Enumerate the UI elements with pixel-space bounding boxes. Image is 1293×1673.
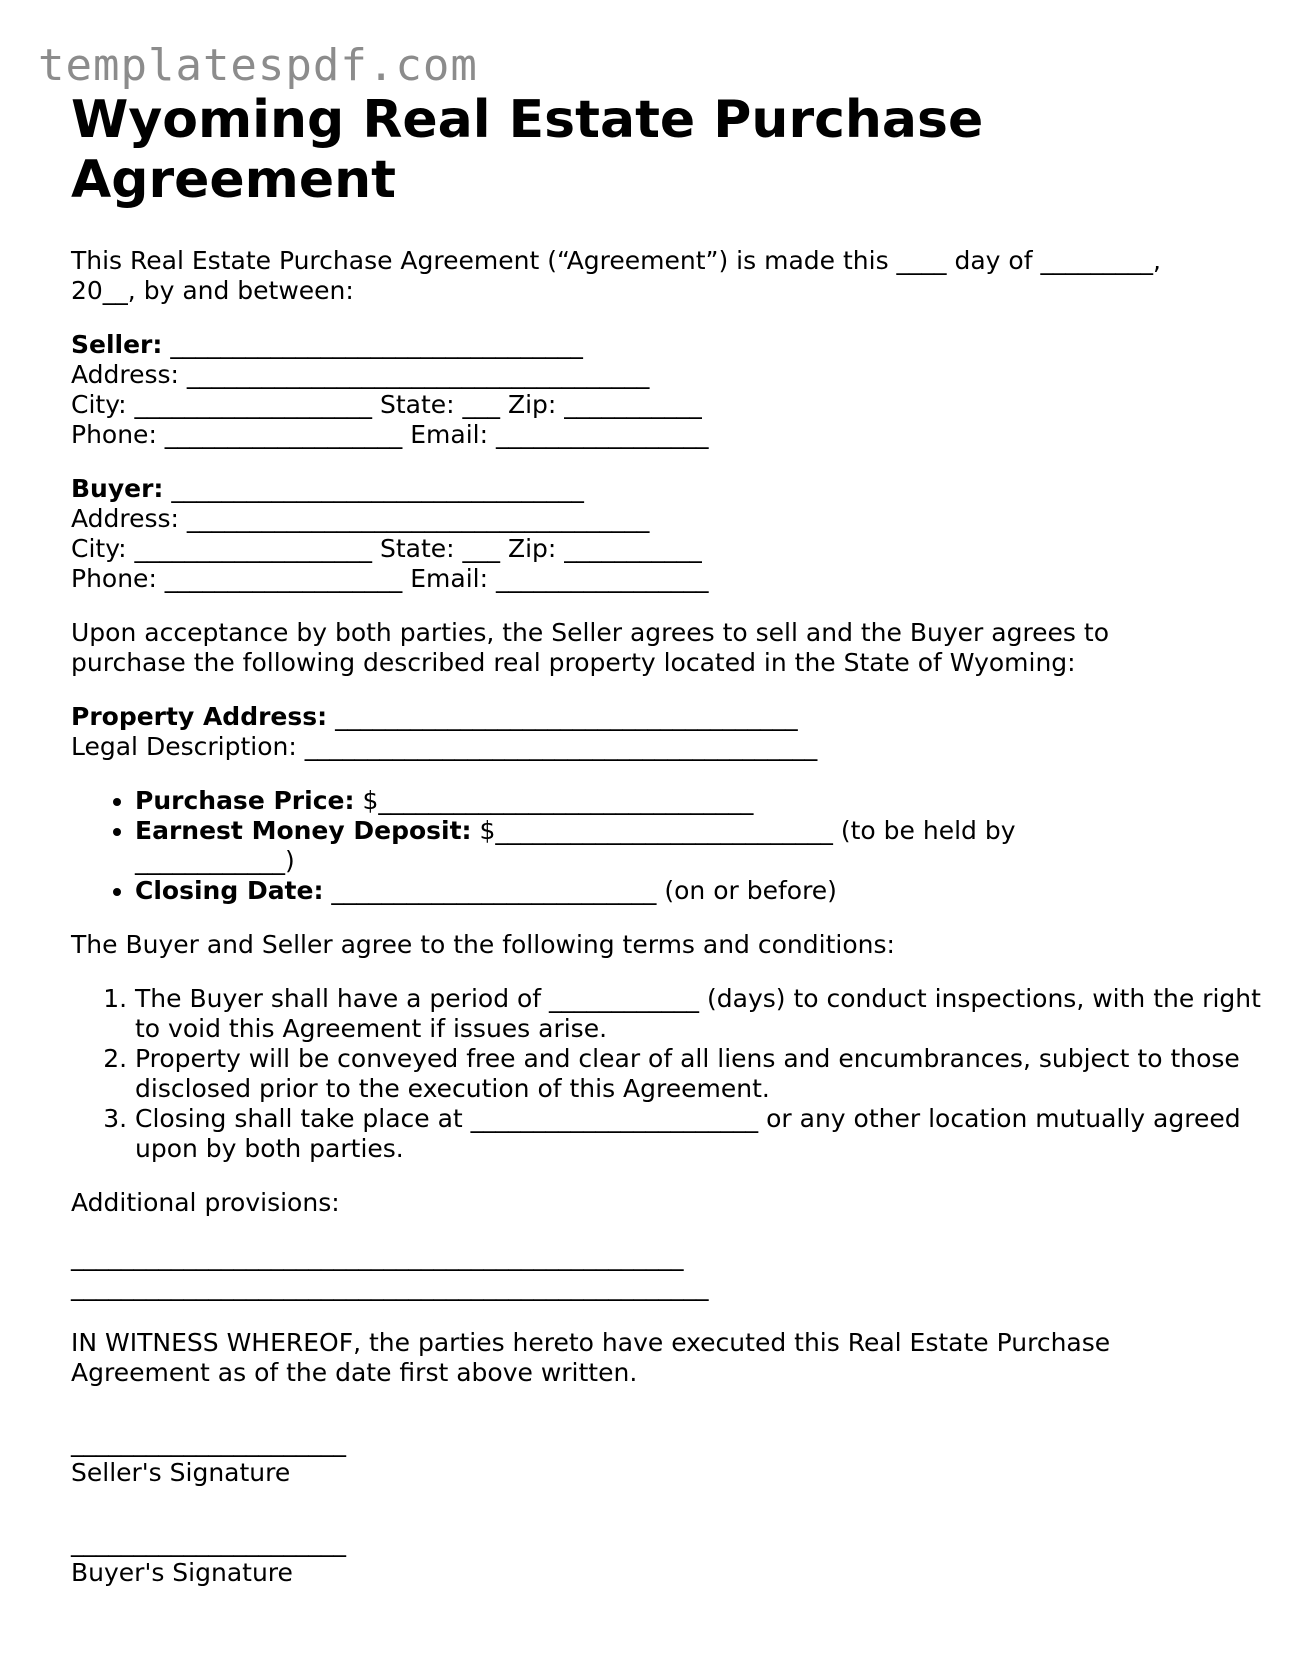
list-item: 2. Property will be conveyed free and clear of all liens and encumbrances, subject to those disclosed prior to the execution of this Agreement. [135, 1044, 1275, 1104]
list-item: 1. The Buyer shall have a period of ____________ (days) to conduct inspections, with the right to void this Agreement if issues arise. [135, 984, 1275, 1044]
buyer-label: Buyer: [71, 474, 164, 503]
property-address-label: Property Address: [71, 702, 328, 731]
item-text: $______________________________ [362, 786, 754, 815]
price-list [71, 786, 1231, 906]
item-text: __________________________ (on or before) [331, 876, 837, 905]
buyer-signature-label: Buyer's Signature [71, 1558, 293, 1587]
property-section [71, 702, 1231, 762]
terms-list [71, 984, 1261, 1164]
list-item [135, 816, 1095, 876]
buyer-signature-line: ______________________ [71, 1528, 346, 1557]
legal-description-line: Legal Description: _________________________________________ [71, 732, 818, 761]
seller-signature-line: ______________________ [71, 1428, 346, 1457]
buyer-section [71, 474, 1231, 594]
watermark: templatespdf.com [38, 40, 478, 91]
seller-signature-label: Seller's Signature [71, 1458, 291, 1487]
list-item [135, 876, 1095, 906]
additional-provisions-label: Additional provisions: [71, 1188, 340, 1217]
document-title: Wyoming Real Estate Purchase Agreement [71, 90, 984, 210]
item-label: Earnest Money Deposit: [135, 816, 472, 845]
seller-city-line: City: ___________________ State: ___ Zip: ___________ [71, 390, 702, 419]
additional-line-1: _________________________________________________ [71, 1242, 684, 1271]
item-text: $___________________________ (to be held by ____________) [135, 816, 1016, 875]
item-label: Purchase Price: [135, 786, 355, 815]
additional-provisions-lines [71, 1242, 1231, 1302]
acceptance-paragraph: Upon acceptance by both parties, the Seller agrees to sell and the Buyer agrees to purchase the following described real property located in the State of Wyoming: [71, 618, 1110, 677]
seller-phone-line: Phone: ___________________ Email: _________________ [71, 420, 709, 449]
seller-label: Seller: [71, 330, 163, 359]
item-label: Closing Date: [135, 876, 324, 905]
buyer-name-blank: _________________________________ [171, 474, 584, 503]
buyer-name-line [71, 474, 1231, 504]
terms-intro: The Buyer and Seller agree to the following terms and conditions: [71, 930, 895, 959]
property-address-line [71, 702, 1231, 732]
seller-name-line [71, 330, 1231, 360]
seller-signature-block [71, 1428, 1231, 1488]
property-address-blank: _____________________________________ [335, 702, 798, 731]
buyer-city-line: City: ___________________ State: ___ Zip: ___________ [71, 534, 702, 563]
document-page [71, 90, 1261, 1588]
buyer-address-line: Address: _____________________________________ [71, 504, 650, 533]
witness-paragraph: IN WITNESS WHEREOF, the parties hereto have executed this Real Estate Purchase Agreement as of the date first above written. [71, 1328, 1111, 1387]
seller-name-blank: _________________________________ [170, 330, 583, 359]
list-item [135, 786, 1095, 816]
seller-address-line: Address: _____________________________________ [71, 360, 650, 389]
buyer-phone-line: Phone: ___________________ Email: _________________ [71, 564, 709, 593]
seller-section [71, 330, 1231, 450]
intro-paragraph: This Real Estate Purchase Agreement (“Agreement”) is made this ____ day of _________, 20__, by and between: [71, 246, 1161, 305]
additional-line-2: ___________________________________________________ [71, 1272, 709, 1301]
list-item: 3. Closing shall take place at _______________________ or any other location mutually agreed upon by both parties. [135, 1104, 1275, 1164]
buyer-signature-block [71, 1528, 1231, 1588]
